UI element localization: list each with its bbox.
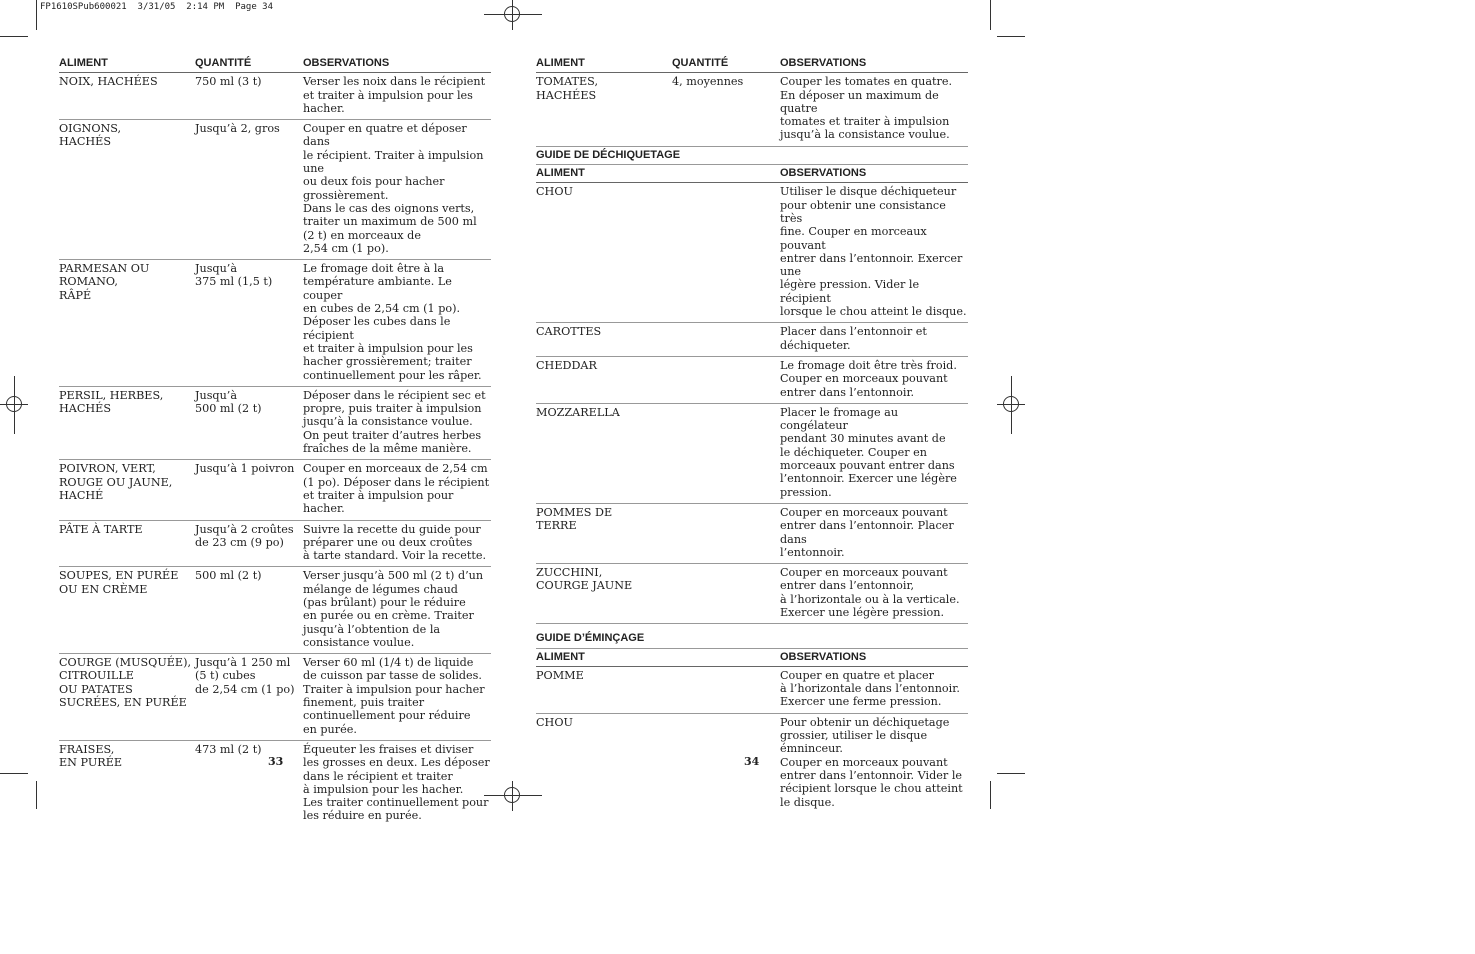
cell-aliment: PÂTE À TARTE <box>59 522 143 536</box>
column-header-observations: OBSERVATIONS <box>780 57 867 69</box>
column-header-aliment: ALIMENT <box>536 167 585 180</box>
cell-aliment: MOZZARELLA <box>536 405 620 419</box>
table-row <box>536 323 968 357</box>
table-row <box>59 260 491 387</box>
cell-observations: Verser les noix dans le récipient et traiter à impulsion pour les hacher. <box>303 75 486 115</box>
table-row <box>59 73 491 120</box>
crop-mark <box>0 773 28 774</box>
crop-mark <box>0 36 28 37</box>
cell-aliment: SOUPES, EN PURÉE OU EN CRÈME <box>59 569 179 596</box>
table-row <box>59 387 491 460</box>
cell-observations: Le fromage doit être à la température ambiante. Le couper en cubes de 2,54 cm (1 po). Déposer les cubes dans le récipient et traiter à impulsion pour les hacher grossièrement; traiter continuellement pour les râper. <box>303 262 482 382</box>
cell-aliment: NOIX, HACHÉES <box>59 75 158 89</box>
crop-mark <box>36 781 37 809</box>
cell-observations: Le fromage doit être très froid. Couper en morceaux pouvant entrer dans l’entonnoir. <box>780 358 957 399</box>
table-row <box>59 741 491 827</box>
column-header-quantite: QUANTITÉ <box>672 57 729 69</box>
cell-quantite: 4, moyennes <box>672 75 744 89</box>
table-row <box>59 567 491 654</box>
table-row <box>59 521 491 568</box>
cell-quantite: 750 ml (3 t) <box>195 75 262 89</box>
table-row <box>59 654 491 741</box>
crop-mark <box>997 773 1025 774</box>
registration-mark <box>1003 396 1019 412</box>
cell-quantite: Jusqu’à 2, gros <box>195 122 280 136</box>
cell-aliment: POMMES DE TERRE <box>536 505 613 533</box>
cell-observations: Couper en quatre et déposer dans le récipient. Traiter à impulsion une ou deux fois pour hacher grossièrement. Dans le cas des oignons verts, traiter un maximum de 500 ml (2 t) en morceaux de 2,54 cm (1 po). <box>303 122 484 255</box>
column-header-observations: OBSERVATIONS <box>303 57 390 69</box>
cell-aliment: FRAISES, EN PURÉE <box>59 742 123 770</box>
cell-observations: Couper en morceaux pouvant entrer dans l’entonnoir. Placer dans l’entonnoir. <box>780 505 954 559</box>
cell-observations: Pour obtenir un déchiquetage grossier, utiliser le disque émninceur. Couper en morceaux pouvant entrer dans l’entonnoir. Vider le récipient lorsque le chou atteint le disque. <box>780 715 963 809</box>
cell-aliment: POIVRON, VERT, ROUGE OU JAUNE, HACHÉ <box>59 462 173 502</box>
cell-aliment: OIGNONS, HACHÉS <box>59 122 122 149</box>
table-row <box>536 183 968 323</box>
section-title: GUIDE DE DÉCHIQUETAGE <box>536 148 681 161</box>
crop-mark <box>997 36 1025 37</box>
table-header <box>59 57 491 73</box>
cell-observations: Suivre la recette du guide pour préparer une ou deux croûtes à tarte standard. Voir la recette. <box>303 522 487 563</box>
table-row <box>536 357 968 404</box>
column-header-aliment: ALIMENT <box>536 57 585 69</box>
cell-observations: Couper en morceaux pouvant entrer dans l’entonnoir, à l’horizontale ou à la verticale. Exercer une légère pression. <box>780 566 960 619</box>
cell-observations: Utiliser le disque déchiqueteur pour obtenir une consistance très fine. Couper en morceaux pouvant entrer dans l’entonnoir. Exercer une légère pression. Vider le récipient lorsque le chou atteint le disque. <box>780 185 967 319</box>
cell-observations: Équeuter les fraises et diviser les grosses en deux. Les déposer dans le récipient et traiter à impulsion pour les hacher. Les traiter continuellement pour les réduire en purée. <box>303 742 490 823</box>
table-row <box>59 460 491 520</box>
cell-quantite: 500 ml (2 t) <box>195 569 262 583</box>
page-number-left: 33 <box>268 755 284 768</box>
column-header-observations: OBSERVATIONS <box>780 650 867 663</box>
cell-quantite: Jusqu’à 375 ml (1,5 t) <box>195 262 273 289</box>
cell-quantite: Jusqu’à 1 poivron <box>195 462 295 476</box>
table-row <box>536 504 968 564</box>
cell-quantite: Jusqu’à 2 croûtes de 23 cm (9 po) <box>195 522 294 549</box>
crop-mark <box>990 0 991 30</box>
cell-observations: Couper en quatre et placer à l’horizontale dans l’entonnoir. Exercer une ferme pression. <box>780 668 960 709</box>
cell-aliment: COURGE (MUSQUÉE), CITROUILLE OU PATATES SUCRÉES, EN PURÉE <box>59 656 192 710</box>
cell-aliment: PERSIL, HERBES, HACHÉS <box>59 388 164 416</box>
table-header <box>536 165 968 183</box>
cell-aliment: TOMATES, HACHÉES <box>536 75 599 102</box>
cell-aliment: PARMESAN OU ROMANO, RÂPÉ <box>59 262 150 302</box>
column-header-observations: OBSERVATIONS <box>780 167 867 180</box>
column-header-aliment: ALIMENT <box>536 650 585 663</box>
cell-observations: Déposer dans le récipient sec et propre, puis traiter à impulsion jusqu’à la consistance voulue. On peut traiter d’autres herbes fraîches de la même manière. <box>303 388 486 456</box>
section-title-shredding <box>536 147 968 165</box>
right-page <box>536 57 968 813</box>
cell-observations: Couper en morceaux de 2,54 cm (1 po). Déposer dans le récipient et traiter à impulsion pour hacher. <box>303 462 490 516</box>
cell-aliment: ZUCCHINI, COURGE JAUNE <box>536 566 633 593</box>
section-title: GUIDE D’ÉMINÇAGE <box>536 632 645 645</box>
cell-observations: Placer le fromage au congélateur pendant 30 minutes avant de le déchiqueter. Couper en morceaux pouvant entrer dans l’entonnoir. Exercer une légère pression. <box>780 405 957 499</box>
column-header-aliment: ALIMENT <box>59 57 108 69</box>
section-title-slicing <box>536 630 968 648</box>
table-row <box>59 120 491 260</box>
crop-mark <box>990 781 991 809</box>
left-page <box>59 57 491 827</box>
column-header-quantite: QUANTITÉ <box>195 57 252 69</box>
crop-mark <box>36 0 37 30</box>
cell-quantite: Jusqu’à 1 250 ml (5 t) cubes de 2,54 cm (1 po) <box>195 656 295 696</box>
registration-mark <box>504 6 520 22</box>
table-row <box>536 667 968 714</box>
page-number-right: 34 <box>744 755 760 768</box>
registration-mark <box>504 787 520 803</box>
cell-quantite: 473 ml (2 t) <box>195 742 262 756</box>
table-header <box>536 649 968 667</box>
registration-mark <box>6 396 22 412</box>
table-row <box>536 73 968 146</box>
cell-aliment: CHOU <box>536 185 573 199</box>
table-row <box>536 564 968 624</box>
cell-aliment: POMME <box>536 668 584 682</box>
table-header <box>536 57 968 73</box>
table-row <box>536 404 968 504</box>
cell-observations: Couper les tomates en quatre. En déposer un maximum de quatre tomates et traiter à impulsion jusqu’à la consistance voulue. <box>780 75 953 142</box>
cell-quantite: Jusqu’à 500 ml (2 t) <box>195 388 262 416</box>
print-slug: FP1610SPub600021 3/31/05 2:14 PM Page 34 <box>40 2 273 12</box>
cell-observations: Verser 60 ml (1/4 t) de liquide de cuisson par tasse de solides. Traiter à impulsion pour hacher finement, puis traiter continuellement pour réduire en purée. <box>303 656 485 736</box>
cell-observations: Placer dans l’entonnoir et déchiqueter. <box>780 325 927 352</box>
cell-aliment: CAROTTES <box>536 325 602 339</box>
cell-aliment: CHEDDAR <box>536 358 597 372</box>
cell-aliment: CHOU <box>536 715 573 729</box>
cell-observations: Verser jusqu’à 500 ml (2 t) d’un mélange de légumes chaud (pas brûlant) pour le réduire en purée ou en crème. Traiter jusqu’à l’obtention de la consistance voulue. <box>303 569 484 649</box>
